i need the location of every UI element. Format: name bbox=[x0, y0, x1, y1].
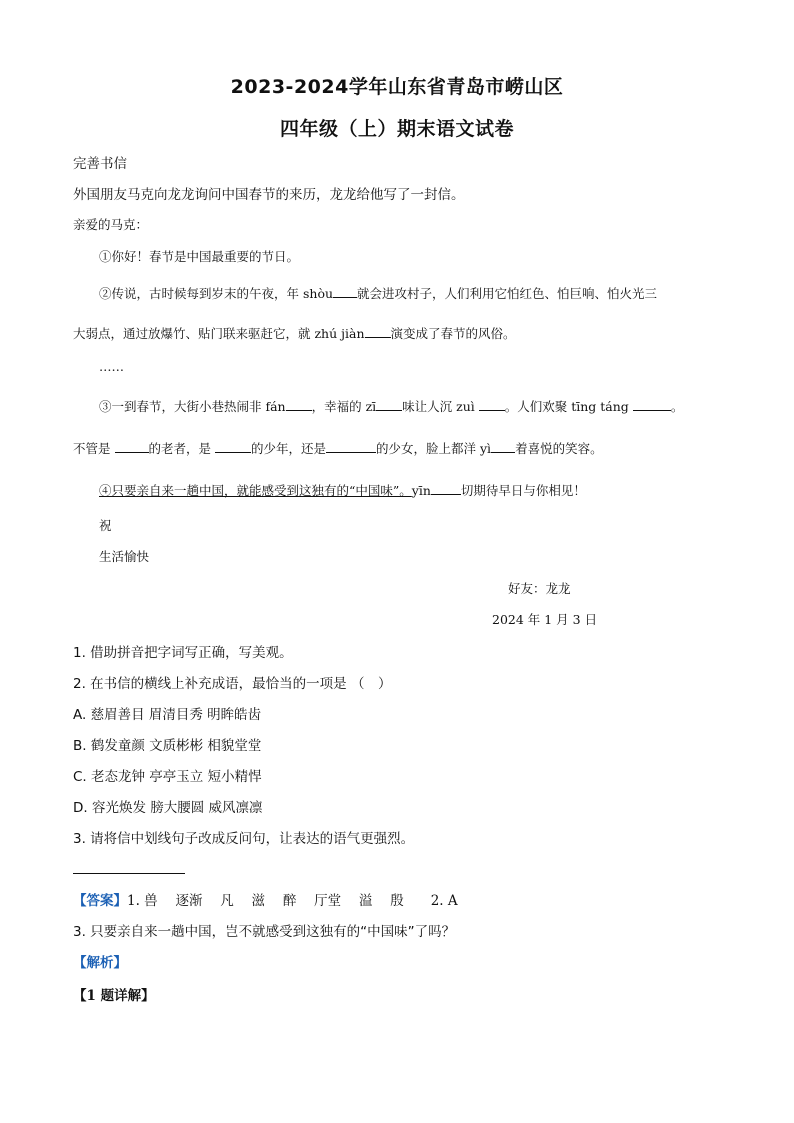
letter-paragraph-4 bbox=[99, 481, 586, 499]
p3-text-g: 的老者，是 bbox=[148, 441, 212, 456]
answer-label: 【答案】 bbox=[73, 893, 127, 909]
answer-line bbox=[73, 889, 458, 909]
p3-text-c: 味让人沉 zuì bbox=[402, 399, 475, 414]
letter-paragraph-2-line2 bbox=[73, 324, 516, 342]
intro-text: 外国朋友马克向龙龙询问中国春节的来历，龙龙给他写了一封信。 bbox=[73, 187, 465, 203]
option-a: A. 慈眉善目 眉清目秀 明眸皓齿 bbox=[73, 707, 262, 723]
analysis-label: 【解析】 bbox=[73, 955, 127, 971]
exam-title-line2: 四年级（上）期末语文试卷 bbox=[279, 118, 514, 140]
fill-blank[interactable] bbox=[479, 398, 505, 411]
letter-paragraph-3-line1 bbox=[99, 397, 683, 415]
letter-paragraph-1: ①你好！春节是中国最重要的节日。 bbox=[99, 249, 300, 264]
fill-blank[interactable] bbox=[376, 398, 402, 411]
fill-blank[interactable] bbox=[115, 440, 149, 453]
p3-text-b: ，幸福的 zī bbox=[311, 399, 377, 414]
fill-blank[interactable] bbox=[633, 398, 671, 411]
fill-blank[interactable] bbox=[326, 440, 376, 453]
letter-paragraph-2-line1 bbox=[99, 284, 657, 302]
answer-text: 1. 兽 逐渐 凡 滋 醉 厅堂 溢 殷 2. A bbox=[127, 893, 458, 909]
exam-title-line1: 2023-2024学年山东省青岛市崂山区 bbox=[230, 76, 564, 98]
question-3: 3. 请将信中划线句子改成反问句，让表达的语气更强烈。 bbox=[73, 831, 415, 847]
letter-paragraph-3-line2 bbox=[73, 439, 603, 457]
letter-closing-phrase: 生活愉快 bbox=[99, 549, 150, 564]
p3-text-e: 。 bbox=[670, 399, 684, 414]
option-b: B. 鹤发童颜 文质彬彬 相貌堂堂 bbox=[73, 738, 262, 754]
letter-signature: 好友：龙龙 bbox=[508, 581, 571, 596]
fill-blank[interactable] bbox=[333, 285, 357, 298]
question-1: 1. 借助拼音把字词写正确，写美观。 bbox=[73, 645, 293, 661]
letter-date: 2024 年 1 月 3 日 bbox=[492, 612, 598, 627]
fill-blank[interactable] bbox=[215, 440, 251, 453]
p3-text-h: 的少年，还是 bbox=[251, 441, 327, 456]
fill-blank[interactable] bbox=[365, 325, 391, 338]
question-2: 2. 在书信的横线上补充成语，最恰当的一项是 （ ） bbox=[73, 676, 392, 692]
answer-q3: 3. 只要亲自来一趟中国，岂不就感受到这独有的“中国味”了吗？ bbox=[73, 924, 456, 940]
letter-salutation: 亲爱的马克： bbox=[73, 217, 149, 232]
option-d: D. 容光焕发 膀大腰圆 威风凛凛 bbox=[73, 800, 263, 816]
divider bbox=[73, 873, 185, 874]
p2-text-a: ②传说，古时候每到岁末的午夜，年 shòu bbox=[99, 286, 334, 301]
underlined-sentence: ④只要亲自来一趟中国，就能感受到这独有的“中国味”。 bbox=[99, 483, 412, 498]
fill-blank[interactable] bbox=[431, 482, 461, 495]
p3-text-j: 着喜悦的笑容。 bbox=[515, 441, 603, 456]
p4-text-c: 切期待早日与你相见！ bbox=[460, 483, 586, 498]
p3-text-a: ③一到春节，大街小巷热闹非 fán bbox=[99, 399, 286, 414]
p3-text-d: 。人们欢聚 tīng táng bbox=[504, 399, 629, 414]
letter-ellipsis: …… bbox=[99, 359, 124, 374]
fill-blank[interactable] bbox=[286, 398, 312, 411]
detail-label: 【1 题详解】 bbox=[73, 988, 155, 1004]
letter-closing-wish: 祝 bbox=[99, 518, 112, 533]
option-c: C. 老态龙钟 亭亭玉立 短小精悍 bbox=[73, 769, 262, 785]
p3-text-f: 不管是 bbox=[73, 441, 111, 456]
fill-blank[interactable] bbox=[491, 440, 515, 453]
p4-pinyin: yīn bbox=[411, 483, 431, 498]
p2-text-d: 演变成了春节的风俗。 bbox=[390, 326, 516, 341]
p2-text-b: 就会进攻村子，人们利用它怕红色、怕巨响、怕火光三 bbox=[357, 286, 658, 301]
p2-text-c: 大弱点，通过放爆竹、贴门联来驱赶它，就 zhú jiàn bbox=[73, 326, 365, 341]
p3-text-i: 的少女，脸上都洋 yì bbox=[376, 441, 492, 456]
section-heading: 完善书信 bbox=[73, 156, 127, 172]
